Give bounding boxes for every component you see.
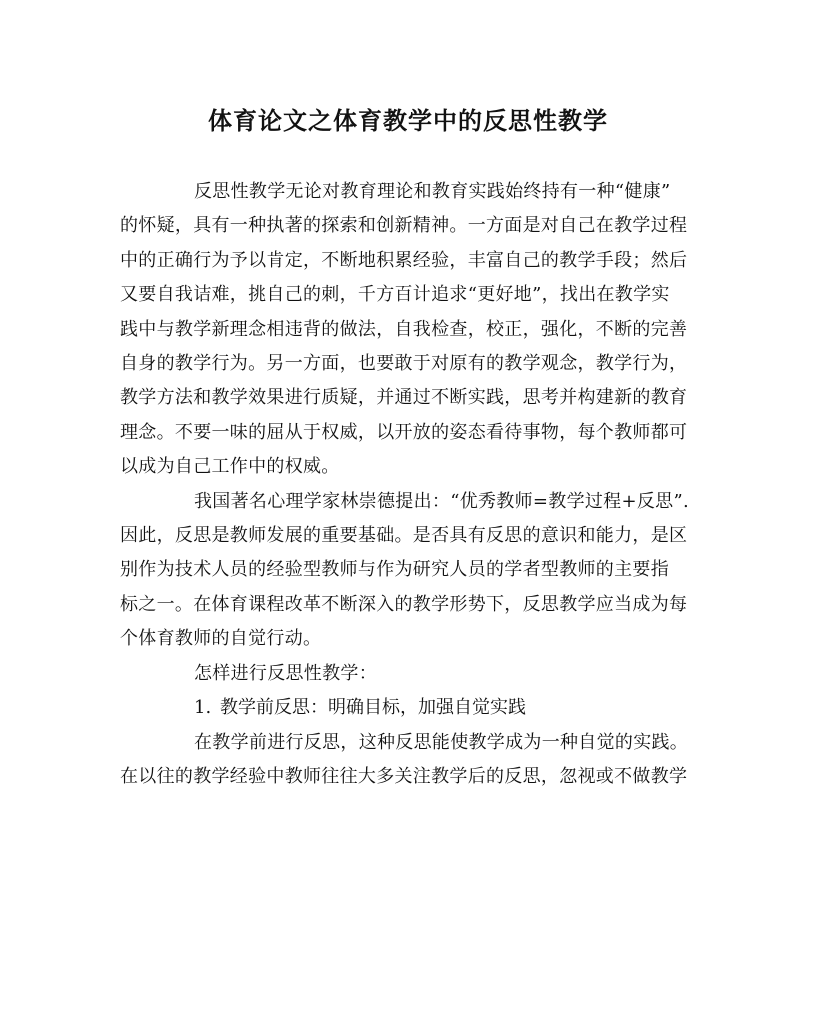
document-body [120, 175, 698, 794]
text-line: 践中与教学新理念相违背的做法，自我检查，校正，强化，不断的完善 [120, 318, 688, 340]
text-line: 怎样进行反思性教学： [194, 662, 377, 684]
list-number: 1. [194, 697, 212, 719]
text-line: 以成为自己工作中的权威。 [120, 456, 340, 478]
paragraph-3 [120, 657, 698, 691]
text-line: 别作为技术人员的经验型教师与作为研究人员的学者型教师的主要指 [120, 559, 669, 581]
list-item-1 [120, 691, 698, 725]
text-line: 在教学前进行反思，这种反思能使教学成为一种自觉的实践。 [194, 731, 689, 753]
document-title: 体育论文之体育教学中的反思性教学 [208, 106, 608, 135]
paragraph-1 [120, 175, 698, 485]
paragraph-4 [120, 726, 698, 795]
text-line: 个体育教师的自觉行动。 [120, 628, 322, 650]
text-line: 又要自我诘难，挑自己的刺，千方百计追求“更好地”，找出在教学实 [120, 284, 670, 306]
paragraph-2 [120, 485, 698, 657]
text-line: 在以往的教学经验中教师往往大多关注教学后的反思，忽视或不做教学 [120, 765, 688, 787]
text-line: 反思性教学无论对教育理论和教育实践始终持有一种“健康” [194, 181, 671, 202]
text-line: 理念。不要一味的屈从于权威，以开放的姿态看待事物，每个教师都可 [120, 421, 688, 443]
text-line: 中的正确行为予以肯定，不断地积累经验，丰富自己的教学手段；然后 [120, 249, 688, 271]
text-line: 教学方法和教学效果进行质疑，并通过不断实践，思考并构建新的教育 [120, 387, 688, 409]
text-line: 我国著名心理学家林崇德提出：“优秀教师=教学过程+反思”. [194, 490, 689, 512]
list-item-text: 教学前反思：明确目标，加强自觉实践 [220, 697, 526, 719]
text-line: 的怀疑，具有一种执著的探索和创新精神。一方面是对自己在教学过程 [120, 215, 688, 237]
text-line: 因此，反思是教师发展的重要基础。是否具有反思的意识和能力，是区 [120, 525, 688, 547]
text-line: 标之一。在体育课程改革不断深入的教学形势下，反思教学应当成为每 [120, 593, 688, 615]
text-line: 自身的教学行为。另一方面，也要敢于对原有的教学观念，教学行为， [120, 353, 688, 375]
